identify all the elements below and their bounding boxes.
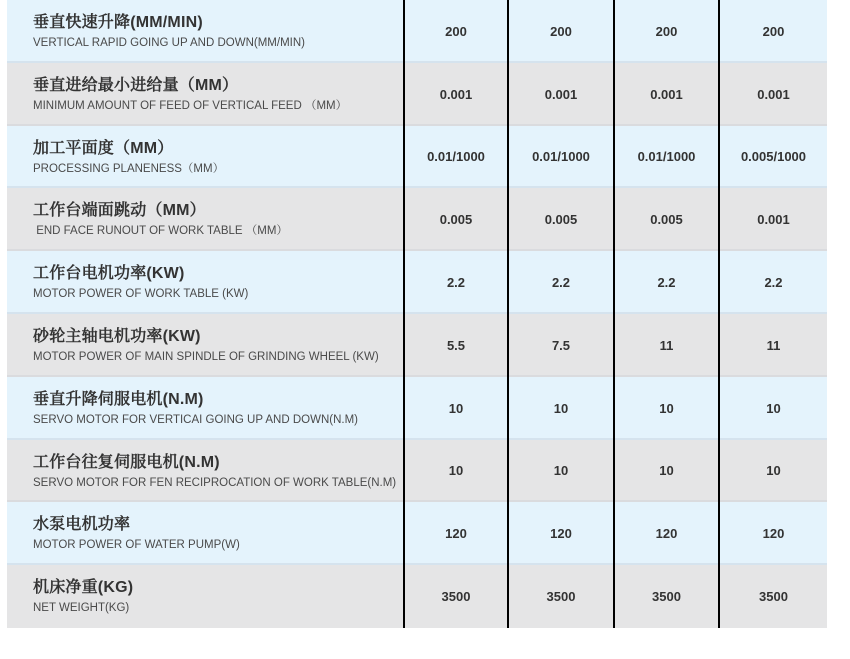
spec-value-col1: 5.5 [446, 337, 466, 353]
spec-value-col1: 0.01/1000 [427, 149, 485, 165]
spec-value-col3: 200 [655, 23, 678, 39]
table-row [7, 126, 827, 189]
spec-value-col1: 10 [448, 463, 464, 479]
spec-value-col2: 2.2 [551, 275, 571, 291]
spec-value-col4: 0.001 [757, 212, 790, 228]
spec-value-col1: 120 [445, 526, 467, 542]
spec-value-col4: 11 [766, 337, 781, 353]
spec-value-col3: 10 [659, 463, 674, 479]
spec-value-col2: 3500 [546, 589, 576, 605]
spec-label-cell [7, 502, 403, 565]
spec-label-cell [7, 63, 403, 126]
spec-value-col3: 0.005 [650, 212, 683, 228]
spec-label-cell [7, 377, 403, 440]
spec-name-en: MOTOR POWER OF WORK TABLE (KW) [33, 288, 249, 301]
spec-value-col4: 0.005/1000 [740, 149, 807, 165]
spec-name-en: END FACE RUNOUT OF WORK TABLE （MM） [33, 225, 288, 238]
spec-name-en: MOTOR POWER OF MAIN SPINDLE OF GRINDING WHEEL (KW) [33, 351, 379, 364]
spec-value-col3: 0.01/1000 [637, 149, 696, 165]
spec-value-col2: 0.005 [544, 212, 578, 228]
table-row [7, 314, 827, 377]
spec-value-col3: 120 [655, 526, 678, 542]
spec-value-col2: 10 [553, 463, 569, 479]
spec-value-col3: 0.001 [650, 86, 683, 102]
spec-name-zh: 工作台往复伺服电机(N.M) [33, 453, 220, 471]
spec-name-en: MOTOR POWER OF WATER PUMP(W) [33, 539, 240, 552]
spec-name-zh: 水泵电机功率 [33, 516, 131, 534]
spec-name-en: PROCESSING PLANENESS（MM） [33, 162, 225, 175]
spec-value-col1: 200 [445, 23, 467, 39]
spec-value-col3: 10 [659, 400, 674, 416]
spec-label-cell [7, 251, 403, 314]
spec-value-col1: 0.001 [439, 86, 473, 102]
spec-name-zh: 工作台端面跳动（MM） [33, 202, 206, 220]
spec-value-col4: 0.001 [757, 86, 790, 102]
spec-name-en: VERTICAL RAPID GOING UP AND DOWN(MM/MIN) [33, 37, 305, 50]
spec-value-col4: 3500 [759, 589, 788, 605]
table-row [7, 251, 827, 314]
spec-value-col4: 10 [766, 400, 781, 416]
spec-value-col1: 3500 [441, 589, 471, 605]
table-row [7, 63, 827, 126]
spec-value-col3: 2.2 [657, 275, 676, 291]
spec-name-zh: 砂轮主轴电机功率(KW) [33, 328, 201, 346]
spec-label-cell [7, 126, 403, 189]
spec-value-col4: 2.2 [764, 275, 783, 291]
spec-value-col2: 10 [553, 400, 569, 416]
spec-value-col2: 200 [550, 23, 572, 39]
spec-label-cell [7, 565, 403, 628]
spec-value-col2: 0.01/1000 [532, 149, 590, 165]
spec-name-en: NET WEIGHT(KG) [33, 602, 130, 615]
spec-name-zh: 垂直进给最小进给量（MM） [33, 76, 239, 94]
spec-label-cell [7, 314, 403, 377]
spec-value-col1: 10 [448, 400, 464, 416]
table-row [7, 440, 827, 503]
spec-value-col3: 3500 [652, 589, 681, 605]
spec-name-en: MINIMUM AMOUNT OF FEED OF VERTICAL FEED （MM） [33, 99, 348, 112]
machine-spec-table [7, 0, 827, 628]
spec-name-zh: 加工平面度（MM） [33, 139, 174, 157]
spec-value-col2: 7.5 [551, 337, 571, 353]
table-row [7, 502, 827, 565]
spec-name-zh: 垂直升降伺服电机(N.M) [33, 390, 204, 408]
spec-value-col4: 200 [762, 23, 785, 39]
spec-value-col1: 2.2 [446, 275, 466, 291]
spec-value-col4: 10 [766, 463, 781, 479]
spec-name-zh: 垂直快速升降(MM/MIN) [33, 14, 203, 32]
spec-label-cell [7, 440, 403, 503]
spec-label-cell [7, 0, 403, 63]
spec-name-en: SERVO MOTOR FOR VERTICAI GOING UP AND DOWN(N.M) [33, 413, 359, 426]
spec-value-col2: 0.001 [544, 86, 578, 102]
spec-name-en: SERVO MOTOR FOR FEN RECIPROCATION OF WORK TABLE(N.M) [33, 476, 397, 489]
table-row [7, 565, 827, 628]
spec-name-zh: 工作台电机功率(KW) [33, 265, 185, 283]
spec-name-zh: 机床净重(KG) [33, 579, 134, 597]
table-row [7, 377, 827, 440]
spec-value-col2: 120 [550, 526, 572, 542]
table-row [7, 0, 827, 63]
spec-value-col3: 11 [659, 337, 674, 353]
spec-value-col1: 0.005 [439, 212, 473, 228]
spec-value-col4: 120 [762, 526, 785, 542]
spec-label-cell [7, 188, 403, 251]
table-row [7, 188, 827, 251]
